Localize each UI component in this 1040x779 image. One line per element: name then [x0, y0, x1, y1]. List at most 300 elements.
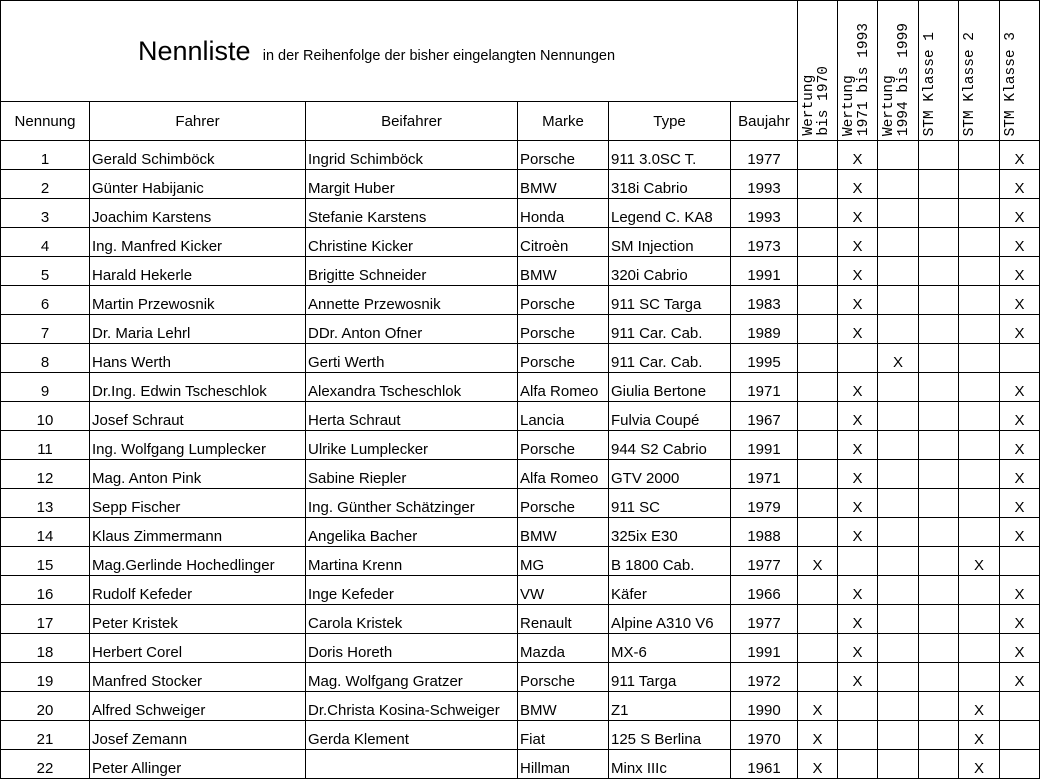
cell-fahrer: Hans Werth [90, 344, 306, 373]
category-mark: X [973, 731, 984, 748]
table-row [1, 402, 1040, 431]
category-mark: X [812, 731, 823, 748]
category-mark: X [1014, 673, 1025, 690]
category-header [838, 1, 878, 141]
cell-fahrer: Peter Kristek [90, 605, 306, 634]
category-mark-cell [1000, 460, 1040, 489]
cell-fahrer: Herbert Corel [90, 634, 306, 663]
cell-nennung: 16 [1, 576, 90, 605]
category-mark-cell [878, 576, 919, 605]
category-mark-cell [1000, 576, 1040, 605]
cell-fahrer: Ing. Wolfgang Lumplecker [90, 431, 306, 460]
category-mark: X [1014, 586, 1025, 603]
category-mark: X [1014, 499, 1025, 516]
cell-beifahrer: Martina Krenn [306, 547, 518, 576]
cell-marke: MG [518, 547, 609, 576]
cell-marke: Lancia [518, 402, 609, 431]
category-mark: X [1014, 209, 1025, 226]
category-mark-cell [878, 286, 919, 315]
cell-baujahr: 1990 [731, 692, 798, 721]
table-row [1, 750, 1040, 779]
cell-nennung: 19 [1, 663, 90, 692]
category-mark-cell [838, 721, 878, 750]
cell-marke: Mazda [518, 634, 609, 663]
cell-beifahrer: Annette Przewosnik [306, 286, 518, 315]
category-mark-cell [919, 750, 959, 779]
cell-type: MX-6 [609, 634, 731, 663]
category-mark: X [1014, 383, 1025, 400]
cell-beifahrer: Brigitte Schneider [306, 257, 518, 286]
table-row [1, 199, 1040, 228]
cell-marke: Renault [518, 605, 609, 634]
table-row [1, 460, 1040, 489]
table-row [1, 489, 1040, 518]
category-mark-cell [959, 402, 1000, 431]
category-mark-cell [798, 170, 838, 199]
cell-baujahr: 1988 [731, 518, 798, 547]
cell-type: Fulvia Coupé [609, 402, 731, 431]
category-mark-cell [959, 692, 1000, 721]
category-mark: X [892, 354, 903, 371]
category-mark-cell [798, 228, 838, 257]
category-mark-cell [959, 547, 1000, 576]
table-row [1, 286, 1040, 315]
cell-nennung: 14 [1, 518, 90, 547]
category-mark-cell [919, 721, 959, 750]
table-row [1, 576, 1040, 605]
header-marke: Marke [518, 102, 609, 141]
category-mark: X [852, 644, 863, 661]
table-row [1, 431, 1040, 460]
cell-marke: Porsche [518, 431, 609, 460]
category-mark: X [852, 325, 863, 342]
category-mark-cell [919, 286, 959, 315]
cell-type: 911 Car. Cab. [609, 344, 731, 373]
category-mark: X [812, 557, 823, 574]
cell-type: 318i Cabrio [609, 170, 731, 199]
category-mark: X [852, 412, 863, 429]
cell-beifahrer: Christine Kicker [306, 228, 518, 257]
cell-type: Z1 [609, 692, 731, 721]
category-mark-cell [1000, 750, 1040, 779]
cell-nennung: 2 [1, 170, 90, 199]
category-mark-cell [919, 315, 959, 344]
category-mark-cell [838, 547, 878, 576]
category-mark: X [1014, 412, 1025, 429]
category-mark: X [852, 267, 863, 284]
cell-baujahr: 1966 [731, 576, 798, 605]
cell-baujahr: 1967 [731, 402, 798, 431]
cell-baujahr: 1971 [731, 373, 798, 402]
cell-marke: BMW [518, 518, 609, 547]
cell-nennung: 10 [1, 402, 90, 431]
cell-nennung: 21 [1, 721, 90, 750]
table-row [1, 692, 1040, 721]
category-mark-cell [1000, 199, 1040, 228]
category-mark-cell [878, 750, 919, 779]
category-label: STM Klasse 3 [1003, 31, 1019, 136]
category-mark-cell [919, 663, 959, 692]
cell-fahrer: Dr.Ing. Edwin Tscheschlok [90, 373, 306, 402]
category-mark-cell [838, 750, 878, 779]
cell-type: Legend C. KA8 [609, 199, 731, 228]
table-row [1, 257, 1040, 286]
cell-nennung: 9 [1, 373, 90, 402]
category-mark: X [1014, 325, 1025, 342]
category-mark-cell [798, 373, 838, 402]
cell-marke: Porsche [518, 663, 609, 692]
category-mark: X [1014, 151, 1025, 168]
category-mark-cell [878, 315, 919, 344]
category-mark-cell [838, 431, 878, 460]
header-type: Type [609, 102, 731, 141]
cell-beifahrer: Gerda Klement [306, 721, 518, 750]
table-row [1, 141, 1040, 170]
category-mark: X [852, 209, 863, 226]
category-mark-cell [798, 199, 838, 228]
cell-beifahrer: Carola Kristek [306, 605, 518, 634]
category-mark: X [852, 586, 863, 603]
category-mark-cell [959, 286, 1000, 315]
category-mark-cell [838, 257, 878, 286]
category-mark-cell [878, 692, 919, 721]
table-row [1, 315, 1040, 344]
table-row [1, 344, 1040, 373]
cell-fahrer: Josef Zemann [90, 721, 306, 750]
category-mark: X [1014, 528, 1025, 545]
category-mark-cell [798, 431, 838, 460]
category-mark-cell [1000, 141, 1040, 170]
category-mark-cell [959, 141, 1000, 170]
category-mark-cell [878, 257, 919, 286]
cell-fahrer: Mag.Gerlinde Hochedlinger [90, 547, 306, 576]
cell-type: Käfer [609, 576, 731, 605]
category-mark-cell [838, 286, 878, 315]
category-header [919, 1, 959, 141]
cell-type: 911 SC Targa [609, 286, 731, 315]
cell-marke: Porsche [518, 489, 609, 518]
category-mark-cell [959, 460, 1000, 489]
cell-type: B 1800 Cab. [609, 547, 731, 576]
category-mark-cell [878, 141, 919, 170]
cell-marke: Hillman [518, 750, 609, 779]
category-mark-cell [878, 489, 919, 518]
category-mark-cell [838, 692, 878, 721]
category-header [798, 1, 838, 141]
category-mark-cell [878, 170, 919, 199]
cell-beifahrer: Herta Schraut [306, 402, 518, 431]
cell-fahrer: Sepp Fischer [90, 489, 306, 518]
category-mark-cell [919, 170, 959, 199]
cell-nennung: 18 [1, 634, 90, 663]
category-mark-cell [1000, 547, 1040, 576]
category-header [1000, 1, 1040, 141]
cell-baujahr: 1977 [731, 141, 798, 170]
entries-body [1, 141, 1040, 779]
category-mark-cell [878, 547, 919, 576]
category-mark-cell [798, 460, 838, 489]
cell-baujahr: 1983 [731, 286, 798, 315]
cell-marke: VW [518, 576, 609, 605]
cell-fahrer: Josef Schraut [90, 402, 306, 431]
category-mark-cell [1000, 692, 1040, 721]
cell-baujahr: 1991 [731, 257, 798, 286]
cell-type: 944 S2 Cabrio [609, 431, 731, 460]
cell-baujahr: 1993 [731, 170, 798, 199]
cell-type: SM Injection [609, 228, 731, 257]
cell-beifahrer: Ing. Günther Schätzinger [306, 489, 518, 518]
category-mark-cell [798, 489, 838, 518]
table-row [1, 518, 1040, 547]
category-mark: X [852, 673, 863, 690]
category-mark-cell [959, 634, 1000, 663]
category-mark-cell [1000, 373, 1040, 402]
category-mark-cell [838, 663, 878, 692]
category-mark-cell [959, 721, 1000, 750]
cell-baujahr: 1972 [731, 663, 798, 692]
cell-type: 911 Targa [609, 663, 731, 692]
table-row [1, 605, 1040, 634]
cell-type: 911 3.0SC T. [609, 141, 731, 170]
category-mark-cell [959, 344, 1000, 373]
cell-nennung: 11 [1, 431, 90, 460]
category-mark-cell [1000, 402, 1040, 431]
header-beifahrer: Beifahrer [306, 102, 518, 141]
cell-beifahrer: Ingrid Schimböck [306, 141, 518, 170]
cell-beifahrer: Gerti Werth [306, 344, 518, 373]
category-mark: X [812, 702, 823, 719]
category-mark: X [973, 702, 984, 719]
cell-fahrer: Alfred Schweiger [90, 692, 306, 721]
cell-baujahr: 1993 [731, 199, 798, 228]
cell-fahrer: Manfred Stocker [90, 663, 306, 692]
category-label: Wertung 1971 bis 1993 [841, 22, 872, 136]
category-mark-cell [798, 547, 838, 576]
category-mark-cell [959, 257, 1000, 286]
category-mark-cell [838, 373, 878, 402]
page-subtitle: in der Reihenfolge der bisher eingelangten Nennungen [262, 47, 616, 64]
category-mark: X [852, 296, 863, 313]
cell-marke: Porsche [518, 315, 609, 344]
cell-type: 911 Car. Cab. [609, 315, 731, 344]
category-mark-cell [798, 721, 838, 750]
category-mark-cell [878, 402, 919, 431]
cell-type: Minx IIIc [609, 750, 731, 779]
category-mark-cell [959, 489, 1000, 518]
category-mark-cell [1000, 489, 1040, 518]
cell-fahrer: Klaus Zimmermann [90, 518, 306, 547]
cell-marke: Porsche [518, 286, 609, 315]
category-mark-cell [798, 692, 838, 721]
category-mark-cell [959, 315, 1000, 344]
category-mark-cell [878, 344, 919, 373]
category-mark-cell [919, 257, 959, 286]
category-mark: X [1014, 441, 1025, 458]
category-mark-cell [798, 315, 838, 344]
category-mark-cell [919, 634, 959, 663]
table-row [1, 663, 1040, 692]
cell-type: Alpine A310 V6 [609, 605, 731, 634]
cell-baujahr: 1971 [731, 460, 798, 489]
category-mark-cell [798, 605, 838, 634]
category-label: STM Klasse 1 [922, 31, 938, 136]
category-mark: X [852, 499, 863, 516]
cell-fahrer: Mag. Anton Pink [90, 460, 306, 489]
category-mark-cell [878, 721, 919, 750]
cell-baujahr: 1970 [731, 721, 798, 750]
cell-baujahr: 1979 [731, 489, 798, 518]
category-mark-cell [919, 460, 959, 489]
category-mark: X [852, 615, 863, 632]
category-mark: X [852, 383, 863, 400]
category-header [878, 1, 919, 141]
category-mark-cell [1000, 721, 1040, 750]
category-mark-cell [919, 431, 959, 460]
cell-marke: BMW [518, 692, 609, 721]
cell-beifahrer: Alexandra Tscheschlok [306, 373, 518, 402]
cell-fahrer: Günter Habijanic [90, 170, 306, 199]
category-mark-cell [838, 460, 878, 489]
table-row [1, 721, 1040, 750]
category-mark-cell [1000, 344, 1040, 373]
cell-fahrer: Dr. Maria Lehrl [90, 315, 306, 344]
cell-beifahrer: Ulrike Lumplecker [306, 431, 518, 460]
cell-marke: Porsche [518, 344, 609, 373]
category-mark-cell [959, 605, 1000, 634]
category-mark-cell [919, 489, 959, 518]
cell-marke: Fiat [518, 721, 609, 750]
category-mark: X [852, 470, 863, 487]
category-mark-cell [878, 605, 919, 634]
cell-nennung: 13 [1, 489, 90, 518]
cell-beifahrer: Stefanie Karstens [306, 199, 518, 228]
category-mark-cell [1000, 286, 1040, 315]
cell-nennung: 17 [1, 605, 90, 634]
category-mark: X [973, 557, 984, 574]
cell-nennung: 8 [1, 344, 90, 373]
cell-beifahrer: Dr.Christa Kosina-Schweiger [306, 692, 518, 721]
table-row [1, 373, 1040, 402]
category-mark-cell [838, 199, 878, 228]
cell-baujahr: 1989 [731, 315, 798, 344]
cell-nennung: 12 [1, 460, 90, 489]
category-label: Wertung 1994 bis 1999 [881, 22, 912, 136]
category-mark-cell [959, 750, 1000, 779]
category-mark: X [1014, 296, 1025, 313]
category-mark-cell [1000, 518, 1040, 547]
cell-fahrer: Ing. Manfred Kicker [90, 228, 306, 257]
cell-fahrer: Martin Przewosnik [90, 286, 306, 315]
table-row [1, 170, 1040, 199]
category-mark-cell [959, 576, 1000, 605]
cell-fahrer: Gerald Schimböck [90, 141, 306, 170]
category-mark-cell [838, 344, 878, 373]
header-nennung: Nennung [1, 102, 90, 141]
category-mark-cell [1000, 605, 1040, 634]
cell-type: Giulia Bertone [609, 373, 731, 402]
category-mark-cell [959, 431, 1000, 460]
cell-type: 320i Cabrio [609, 257, 731, 286]
category-mark: X [812, 760, 823, 777]
cell-beifahrer: Margit Huber [306, 170, 518, 199]
category-mark-cell [838, 518, 878, 547]
category-mark: X [1014, 180, 1025, 197]
cell-type: GTV 2000 [609, 460, 731, 489]
category-mark: X [1014, 470, 1025, 487]
category-mark-cell [1000, 228, 1040, 257]
cell-beifahrer: Mag. Wolfgang Gratzer [306, 663, 518, 692]
category-mark-cell [798, 518, 838, 547]
category-mark-cell [798, 750, 838, 779]
category-mark-cell [959, 228, 1000, 257]
page-title: Nennliste [138, 35, 251, 66]
cell-marke: BMW [518, 257, 609, 286]
category-mark-cell [878, 228, 919, 257]
table-row [1, 547, 1040, 576]
cell-baujahr: 1977 [731, 605, 798, 634]
category-mark-cell [838, 402, 878, 431]
cell-nennung: 22 [1, 750, 90, 779]
cell-nennung: 7 [1, 315, 90, 344]
category-mark: X [852, 180, 863, 197]
category-mark-cell [878, 518, 919, 547]
category-mark-cell [959, 373, 1000, 402]
category-mark-cell [919, 576, 959, 605]
category-mark-cell [919, 199, 959, 228]
title-cell [1, 1, 798, 102]
category-mark-cell [1000, 431, 1040, 460]
table-row [1, 634, 1040, 663]
category-mark-cell [838, 605, 878, 634]
cell-marke: Honda [518, 199, 609, 228]
category-mark-cell [919, 692, 959, 721]
category-mark-cell [1000, 634, 1040, 663]
cell-fahrer: Rudolf Kefeder [90, 576, 306, 605]
cell-baujahr: 1991 [731, 431, 798, 460]
cell-nennung: 3 [1, 199, 90, 228]
cell-fahrer: Harald Hekerle [90, 257, 306, 286]
category-mark-cell [919, 373, 959, 402]
category-mark-cell [798, 286, 838, 315]
category-mark-cell [798, 257, 838, 286]
cell-baujahr: 1961 [731, 750, 798, 779]
category-mark-cell [838, 315, 878, 344]
category-mark-cell [878, 431, 919, 460]
category-mark: X [852, 528, 863, 545]
category-mark-cell [1000, 257, 1040, 286]
category-mark-cell [838, 228, 878, 257]
cell-baujahr: 1991 [731, 634, 798, 663]
cell-marke: Citroèn [518, 228, 609, 257]
category-mark-cell [878, 373, 919, 402]
category-mark-cell [919, 605, 959, 634]
category-label: STM Klasse 2 [962, 31, 978, 136]
cell-type: 125 S Berlina [609, 721, 731, 750]
category-mark-cell [919, 547, 959, 576]
cell-baujahr: 1977 [731, 547, 798, 576]
cell-marke: Alfa Romeo [518, 373, 609, 402]
category-mark-cell [838, 489, 878, 518]
category-mark-cell [838, 170, 878, 199]
category-mark: X [1014, 267, 1025, 284]
category-mark-cell [1000, 170, 1040, 199]
category-mark-cell [959, 663, 1000, 692]
cell-nennung: 5 [1, 257, 90, 286]
header-baujahr: Baujahr [731, 102, 798, 141]
category-mark-cell [878, 634, 919, 663]
category-mark: X [852, 441, 863, 458]
category-mark-cell [798, 634, 838, 663]
